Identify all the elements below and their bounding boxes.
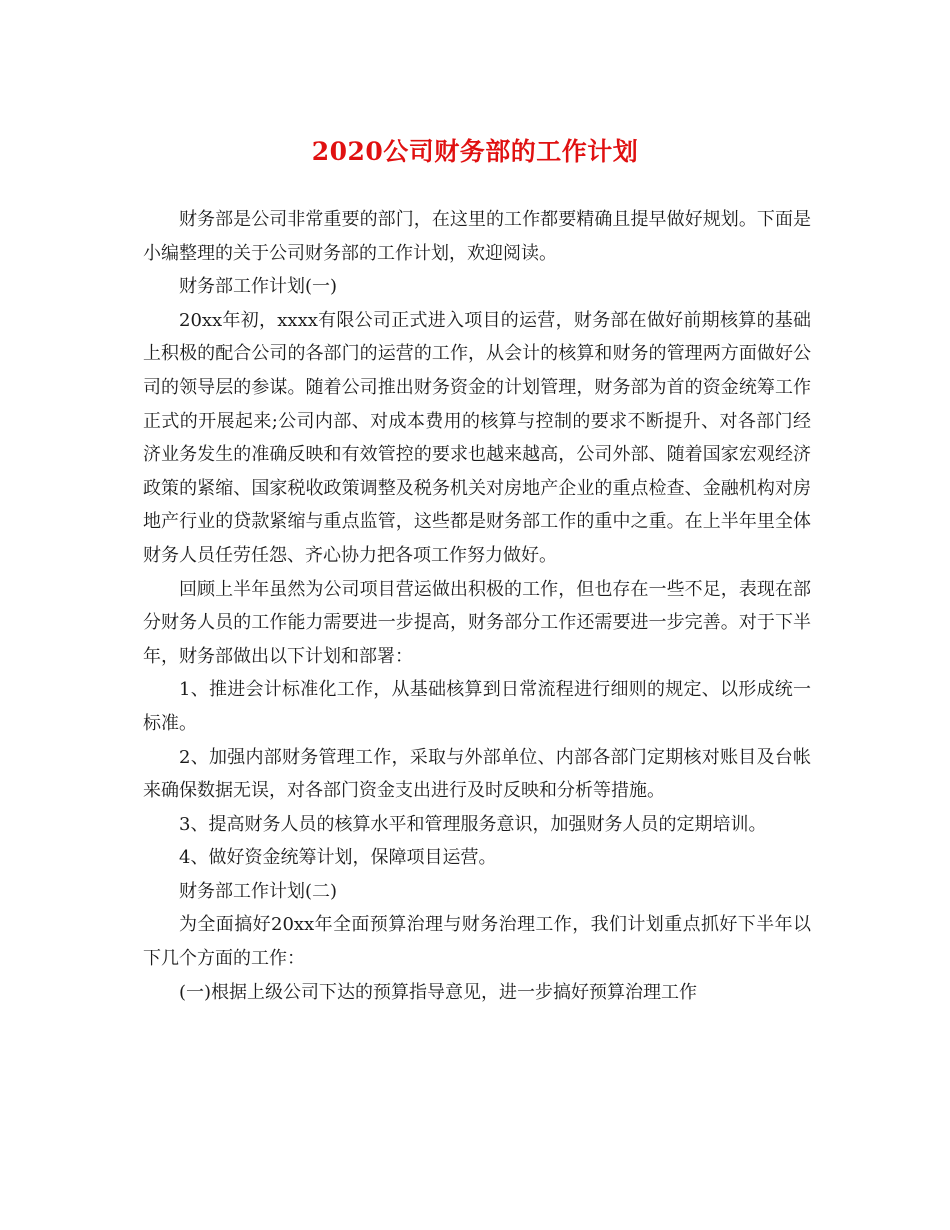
paragraph-intro: 财务部是公司非常重要的部门，在这里的工作都要精确且提早做好规划。下面是小编整理的关于公司财务部的工作计划，欢迎阅读。 [143,209,811,264]
section-heading-plan-1: 财务部工作计划(一) [179,276,338,298]
paragraph-plan-2-item-1: (一)根据上级公司下达的预算指导意见，进一步搞好预算治理工作 [179,981,698,1003]
paragraph-plan-2-intro: 为全面搞好20xx年全面预算治理与财务治理工作，我们计划重点抓好下半年以下几个方面的工作： [143,914,811,970]
section-heading-plan-2: 财务部工作计划(二) [179,880,338,902]
list-item-1: 1、推进会计标准化工作，从基础核算到日常流程进行细则的规定、以形成统一标准。 [143,679,811,734]
list-item-4: 4、做好资金统筹计划，保障项目运营。 [179,847,497,869]
document-body [143,203,811,1009]
paragraph-plan-1-review: 回顾上半年虽然为公司项目营运做出积极的工作，但也存在一些不足，表现在部分财务人员的工作能力需要进一步提高，财务部分工作还需要进一步完善。对于下半年，财务部做出以下计划和部署： [143,578,811,667]
list-item-3: 3、提高财务人员的核算水平和管理服务意识，加强财务人员的定期培训。 [179,813,767,835]
paragraph-plan-1-overview: 20xx年初，xxxx有限公司正式进入项目的运营，财务部在做好前期核算的基础上积极的配合公司的各部门的运营的工作，从会计的核算和财务的管理两方面做好公司的领导层的参谋。随着公司推出财务资金的计划管理，财务部为首的资金统筹工作正式的开展起来;公司内部、对成本费用的核算与控制的要求不断提升、对各部门经济业务发生的准确反映和有效管控的要求也越来越高，公司外部、随着国家宏观经济政策的紧缩、国家税收政策调整及税务机关对房地产企业的重点检查、金融机构对房地产行业的贷款紧缩与重点监管，这些都是财务部工作的重中之重。在上半年里全体财务人员任劳任怨、齐心协力把各项工作努力做好。 [143,309,811,566]
list-item-2: 2、加强内部财务管理工作，采取与外部单位、内部各部门定期核对账目及台帐来确保数据无误，对各部门资金支出进行及时反映和分析等措施。 [143,746,811,802]
document-title: 2020公司财务部的工作计划 [311,137,639,166]
